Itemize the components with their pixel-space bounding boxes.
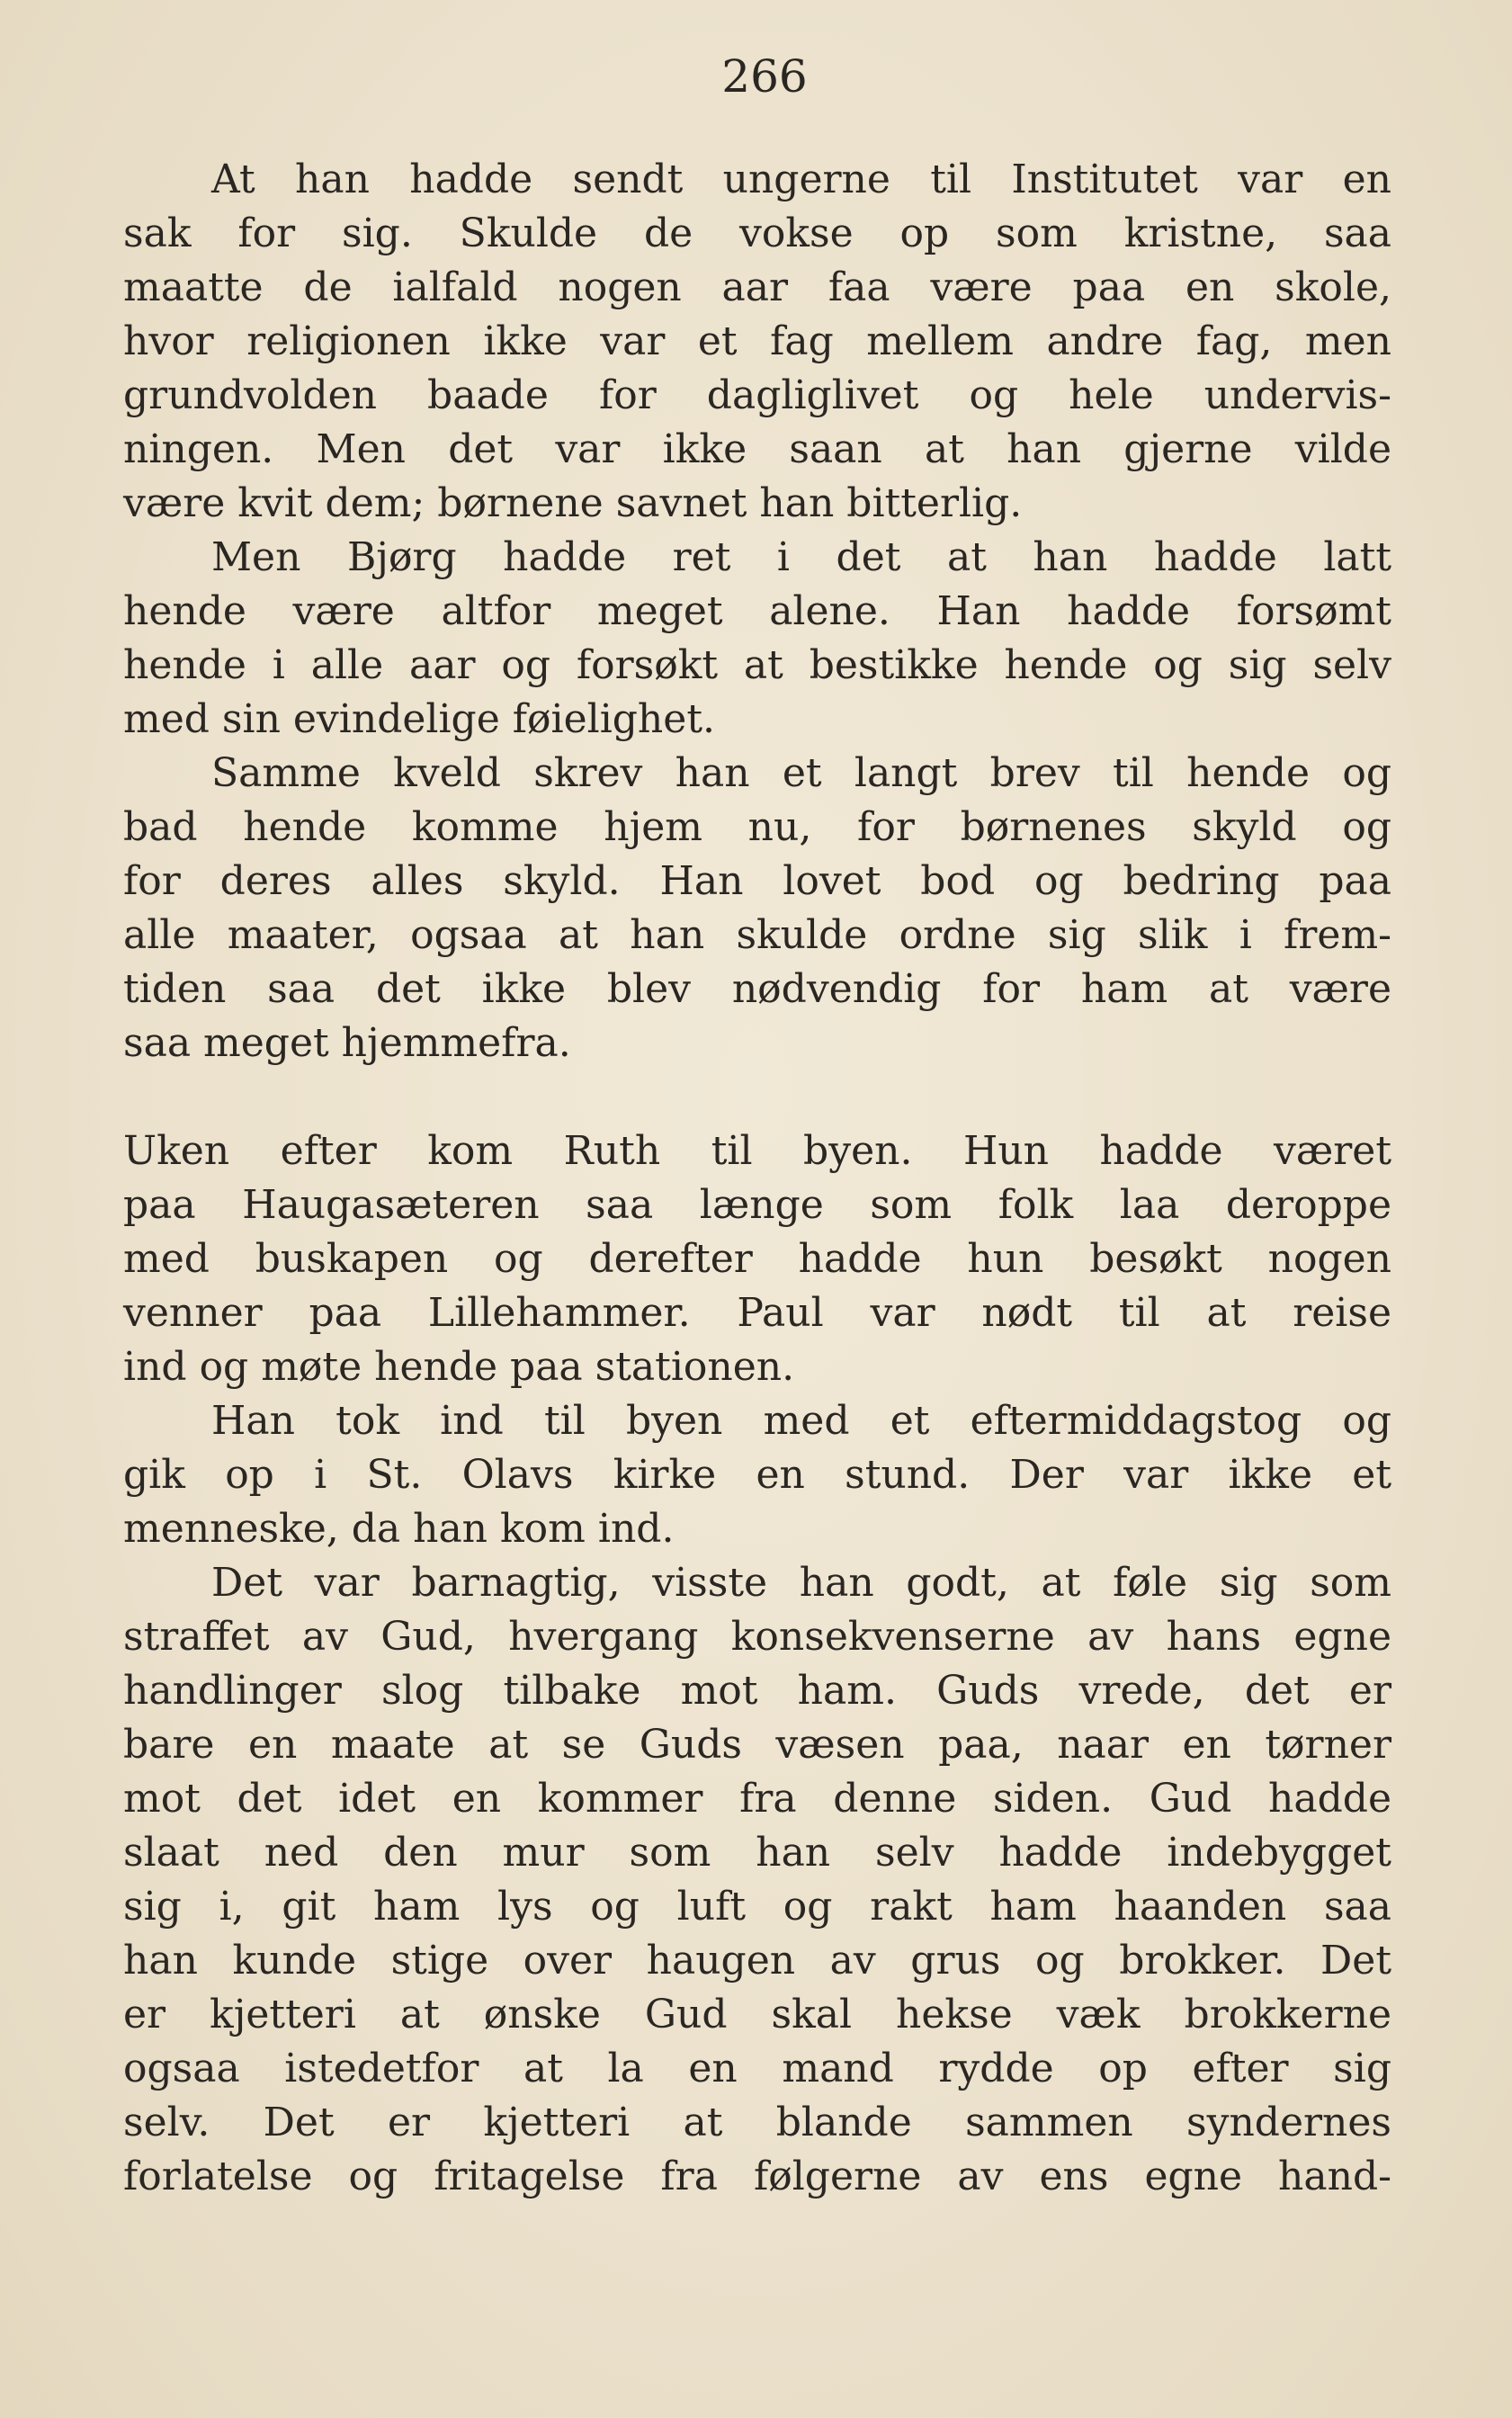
text-line: med sin evindelige føielighet. — [123, 696, 715, 742]
text-line: slaat ned den mur som han selv hadde indebygget — [123, 1830, 1391, 1876]
text-line: ningen. Men det var ikke saan at han gjerne vilde — [123, 426, 1391, 472]
text-line: ogsaa istedetfor at la en mand rydde op efter sig — [123, 2046, 1391, 2091]
text-line: Han tok ind til byen med et eftermiddagstog og — [211, 1398, 1391, 1444]
paragraph — [123, 747, 1391, 1070]
text-line: gik op i St. Olavs kirke en stund. Der var ikke et — [123, 1452, 1391, 1498]
text-line: er kjetteri at ønske Gud skal hekse væk brokkerne — [123, 1992, 1391, 2037]
text-line: sak for sig. Skulde de vokse op som kristne, saa — [123, 210, 1391, 256]
text-line: maatte de ialfald nogen aar faa være paa en skole, — [123, 264, 1391, 310]
text-line: straffet av Gud, hvergang konsekvenserne av hans egne — [123, 1614, 1391, 1660]
text-line: hende være altfor meget alene. Han hadde forsømt — [123, 588, 1391, 634]
text-line: hende i alle aar og forsøkt at bestikke hende og sig selv — [123, 642, 1391, 688]
text-line: selv. Det er kjetteri at blande sammen syndernes — [123, 2100, 1391, 2145]
text-line: handlinger slog tilbake mot ham. Guds vrede, det er — [123, 1668, 1391, 1714]
section-break — [123, 1070, 1391, 1124]
paragraph — [123, 1556, 1391, 2204]
text-line: bare en maate at se Guds væsen paa, naar en tørner — [123, 1722, 1391, 1768]
text-line: han kunde stige over haugen av grus og brokker. Det — [123, 1938, 1391, 1984]
text-line: At han hadde sendt ungerne til Institutet var en — [211, 157, 1391, 202]
text-line: mot det idet en kommer fra denne siden. Gud hadde — [123, 1776, 1391, 1822]
text-line: sig i, git ham lys og luft og rakt ham haanden saa — [123, 1884, 1391, 1930]
text-line: paa Haugasæteren saa længe som folk laa deroppe — [123, 1182, 1391, 1228]
text-line: tiden saa det ikke blev nødvendig for ham at være — [123, 966, 1391, 1012]
page-number: 266 — [721, 50, 808, 103]
text-line: Men Bjørg hadde ret i det at han hadde latt — [211, 534, 1391, 580]
paragraph — [123, 531, 1391, 747]
text-line: saa meget hjemmefra. — [123, 1020, 571, 1066]
paragraph — [123, 1124, 1391, 1394]
text-line: hvor religionen ikke var et fag mellem andre fag, men — [123, 318, 1391, 364]
paragraph — [123, 1394, 1391, 1556]
text-line: forlatelse og fritagelse fra følgerne av ens egne hand- — [123, 2154, 1391, 2199]
body-text — [123, 153, 1391, 2204]
text-line: være kvit dem; børnene savnet han bitterlig. — [123, 480, 1023, 526]
text-line: alle maater, ogsaa at han skulde ordne sig slik i frem- — [123, 912, 1391, 958]
text-line: ind og møte hende paa stationen. — [123, 1344, 795, 1390]
paragraph — [123, 153, 1391, 531]
text-line: med buskapen og derefter hadde hun besøkt nogen — [123, 1236, 1391, 1282]
text-line: for deres alles skyld. Han lovet bod og bedring paa — [123, 858, 1391, 904]
text-line: menneske, da han kom ind. — [123, 1506, 675, 1552]
text-line: venner paa Lillehammer. Paul var nødt til at reise — [123, 1290, 1391, 1336]
text-line: bad hende komme hjem nu, for børnenes skyld og — [123, 804, 1391, 850]
text-line: Samme kveld skrev han et langt brev til hende og — [211, 750, 1391, 796]
text-line: Uken efter kom Ruth til byen. Hun hadde været — [123, 1128, 1391, 1174]
text-line: Det var barnagtig, visste han godt, at føle sig som — [211, 1560, 1391, 1606]
text-line: grundvolden baade for dagliglivet og hele undervis- — [123, 372, 1391, 418]
